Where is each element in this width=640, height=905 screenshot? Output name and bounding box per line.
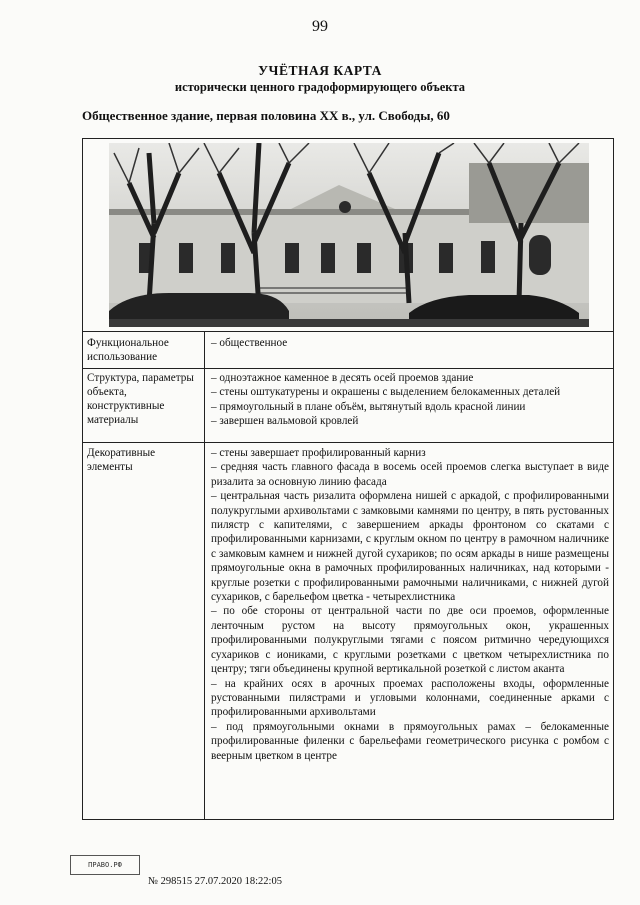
list-item: – стены завершает профилированный карниз (211, 447, 426, 459)
card-heading (0, 62, 640, 96)
object-name: Общественное здание, первая половина XX в., ул. Свободы, 60 (82, 108, 450, 123)
record-card-table (82, 138, 614, 820)
list-item: – общественное (211, 337, 288, 349)
list-item: – завершен вальмовой кровлей (211, 415, 359, 428)
desc-structure (211, 371, 609, 429)
building-photo (109, 143, 589, 327)
list-item: – прямоугольный в плане объём, вытянутый вдоль красной линии (211, 400, 526, 413)
list-item: – по обе стороны от центральной части по две оси проемов, оформленные ленточным рустом на высоту прямоугольных окон, украшенных профилированными полукруглыми тягами с поясом ритмично чередующихся сухариков с иониками, с круглыми розетками с цветком четырехлистника по центру; тяги объединены крупной вертикальной розеткой с листом аканта (211, 605, 609, 676)
desc-functional-use (211, 336, 609, 350)
card-subtitle: исторически ценного градоформирующего объекта (174, 80, 466, 94)
desc-decorative (211, 446, 609, 763)
row-divider (83, 368, 613, 369)
publisher-stamp: ПРАВО.РФ (70, 855, 140, 875)
list-item: – на крайних осях в арочных проемах расположены входы, оформленные рустованными пилястрами и угловыми колоннами, соединенные арками с профилированными архивольтами (211, 677, 609, 719)
label-decorative: Декоративные элементы (87, 447, 156, 473)
list-item: – стены оштукатурены и окрашены с выделением белокаменных деталей (211, 386, 561, 399)
document-id: № 298515 27.07.2020 18:22:05 (148, 876, 282, 887)
label-structure: Структура, параметры объекта, конструктивные материалы (87, 372, 194, 426)
card-title: УЧЁТНАЯ КАРТА (258, 63, 382, 78)
list-item: – под прямоугольными окнами в прямоугольных рамах – белокаменные профилированные филенки с барельефами геометрического рисунка с ромбом с веерным цветком в центре (211, 720, 609, 762)
list-item: – центральная часть ризалита оформлена нишей с аркадой, с профилированными полукруглыми архивольтами с замковыми камнями по центру, в пять рустованных пилястр с капителями, с завершением аркады фронтоном со скатами с профилированными карнизами, с круглым окном по центру в рамочном наличнике с замковым камнем и нижней дугой сухариков; по осям аркады в нише размещены прямоугольные окна в рамочных профилированных наличниках, над которыми - круглые розетки с профилированными рамочными наличниками, с нижней дугой сухариков, с барельефом цветка - четырехлистника (211, 490, 609, 604)
photo-cell (83, 139, 613, 332)
row-divider (83, 442, 613, 443)
page-number: 99 (312, 18, 328, 35)
list-item: – средняя часть главного фасада в восемь осей проемов слегка выступает в виде ризалита за основную линию фасада (211, 461, 609, 488)
label-functional-use: Функциональное использование (87, 337, 169, 363)
list-item: – одноэтажное каменное в десять осей проемов здание (211, 372, 474, 384)
